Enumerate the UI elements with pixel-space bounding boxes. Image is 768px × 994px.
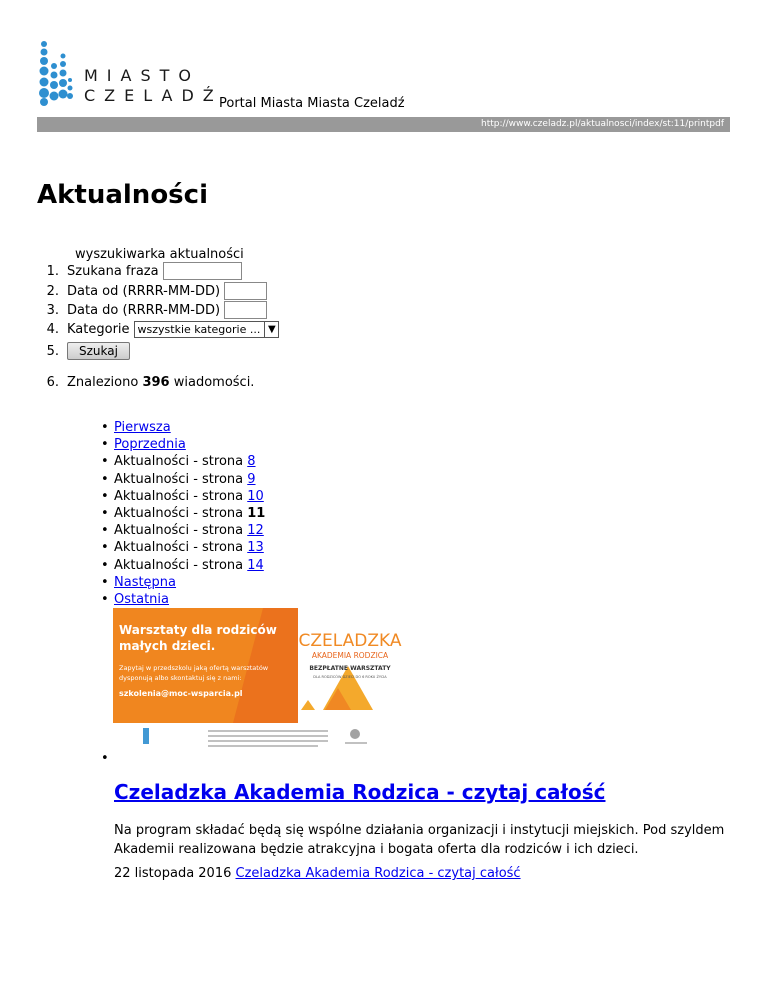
pager-next-link[interactable]: Następna <box>114 574 177 590</box>
article-read-more-link[interactable]: Czeladzka Akademia Rodzica - czytaj całość <box>235 866 521 881</box>
pager-item <box>101 436 265 453</box>
pager-page-link[interactable]: 9 <box>247 471 256 487</box>
pager-item <box>101 471 265 488</box>
banner-brand3: BEZPŁATNE WARSZTATY <box>309 665 391 672</box>
pager-item <box>101 574 265 591</box>
banner-email: szkolenia@moc-wsparcia.pl <box>119 689 243 698</box>
row-number: 2. <box>46 283 59 299</box>
banner-brand1: CZELADZKA <box>298 631 402 651</box>
date-to-input[interactable] <box>224 301 267 319</box>
pager-item <box>101 453 265 470</box>
pager-current-page: 11 <box>247 505 266 521</box>
row-number: 5. <box>46 343 59 359</box>
pager-item <box>101 591 265 608</box>
row-number: 6. <box>46 375 59 390</box>
logo-text-line2: CZELADŹ <box>84 86 223 105</box>
pager-prev-link[interactable]: Poprzednia <box>114 437 186 453</box>
dropdown-arrow-icon[interactable]: ▼ <box>264 322 278 337</box>
banner-brand2: AKADEMIA RODZICA <box>311 651 389 660</box>
banner-graphic <box>113 608 403 758</box>
search-row-phrase <box>37 262 242 280</box>
row-number: 3. <box>46 302 59 318</box>
row-number: 4. <box>46 321 59 337</box>
search-row-date-to <box>37 301 267 319</box>
pager-page-label: Aktualności - strona <box>114 471 244 487</box>
results-prefix: Znaleziono <box>67 375 139 390</box>
pager-page-label: Aktualności - strona <box>114 454 244 470</box>
pager-first-link[interactable]: Pierwsza <box>114 420 171 435</box>
article-dateline <box>114 866 521 881</box>
search-caption: wyszukiwarka aktualności <box>75 247 244 262</box>
banner-brand4: DLA RODZICÓW DZIECI DO 6 ROKU ŻYCIA <box>313 675 387 679</box>
search-button[interactable]: Szukaj <box>67 342 130 360</box>
banner-sub1: Zapytaj w przedszkolu jaką ofertą warsztatów <box>119 664 269 672</box>
list-bullet: • <box>101 751 109 766</box>
banner-headline1: Warsztaty dla rodziców <box>119 623 277 637</box>
pager-page-link[interactable]: 13 <box>247 540 264 556</box>
pager-item <box>101 419 265 436</box>
city-logo <box>38 38 228 110</box>
results-count-value: 396 <box>142 375 170 390</box>
pager-page-label: Aktualności - strona <box>114 557 244 573</box>
pagination <box>101 419 265 608</box>
pager-item <box>101 505 265 522</box>
results-count <box>37 375 254 390</box>
pager-item <box>101 539 265 556</box>
portal-title: Portal Miasta Miasta Czeladź <box>219 96 405 111</box>
pager-page-label: Aktualności - strona <box>114 540 244 556</box>
pager-page-link[interactable]: 8 <box>247 454 256 470</box>
pager-page-label: Aktualności - strona <box>114 523 244 539</box>
pager-item <box>101 557 265 574</box>
date-from-input[interactable] <box>224 282 267 300</box>
url-bar: http://www.czeladz.pl/aktualnosci/index/st:11/printpdf <box>37 117 730 132</box>
page-title: Aktualności <box>37 180 208 210</box>
banner-sub2: dysponują albo skontaktuj się z nami: <box>119 674 242 682</box>
article-lead: Na program składać będą się wspólne działania organizacji i instytucji miejskich. Pod szyldem Akademii realizowana będzie atrakcyjna i bogata oferta dla rodziców i ich dzieci. <box>114 823 725 857</box>
category-select[interactable] <box>134 321 280 338</box>
search-row-submit <box>37 342 130 360</box>
results-suffix: wiadomości. <box>173 375 255 390</box>
article-title-link[interactable]: Czeladzka Akademia Rodzica - czytaj całość <box>114 780 606 804</box>
search-row-category <box>37 320 279 338</box>
pager-item <box>101 488 265 505</box>
pager-page-label: Aktualności - strona <box>114 488 244 504</box>
category-selected-value: wszystkie kategorie ... <box>137 322 261 336</box>
pager-page-link[interactable]: 12 <box>247 523 264 539</box>
article-banner-image[interactable] <box>113 608 403 758</box>
date-to-label: Data do (RRRR-MM-DD) <box>67 302 221 318</box>
pager-page-label: Aktualności - strona <box>114 505 244 521</box>
pager-page-link[interactable]: 14 <box>247 557 264 573</box>
search-row-date-from <box>37 282 267 300</box>
pager-last-link[interactable]: Ostatnia <box>114 591 169 607</box>
article-date: 22 listopada 2016 <box>114 866 232 881</box>
phrase-label: Szukana fraza <box>67 263 159 279</box>
phrase-input[interactable] <box>163 262 242 280</box>
category-label: Kategorie <box>67 321 130 337</box>
logo-dots-icon <box>38 38 74 106</box>
pager-item <box>101 522 265 539</box>
banner-headline2: małych dzieci. <box>119 639 216 653</box>
date-from-label: Data od (RRRR-MM-DD) <box>67 283 221 299</box>
logo-text-line1: MIASTO <box>84 66 200 85</box>
pager-page-link[interactable]: 10 <box>247 488 264 504</box>
row-number: 1. <box>46 263 59 279</box>
